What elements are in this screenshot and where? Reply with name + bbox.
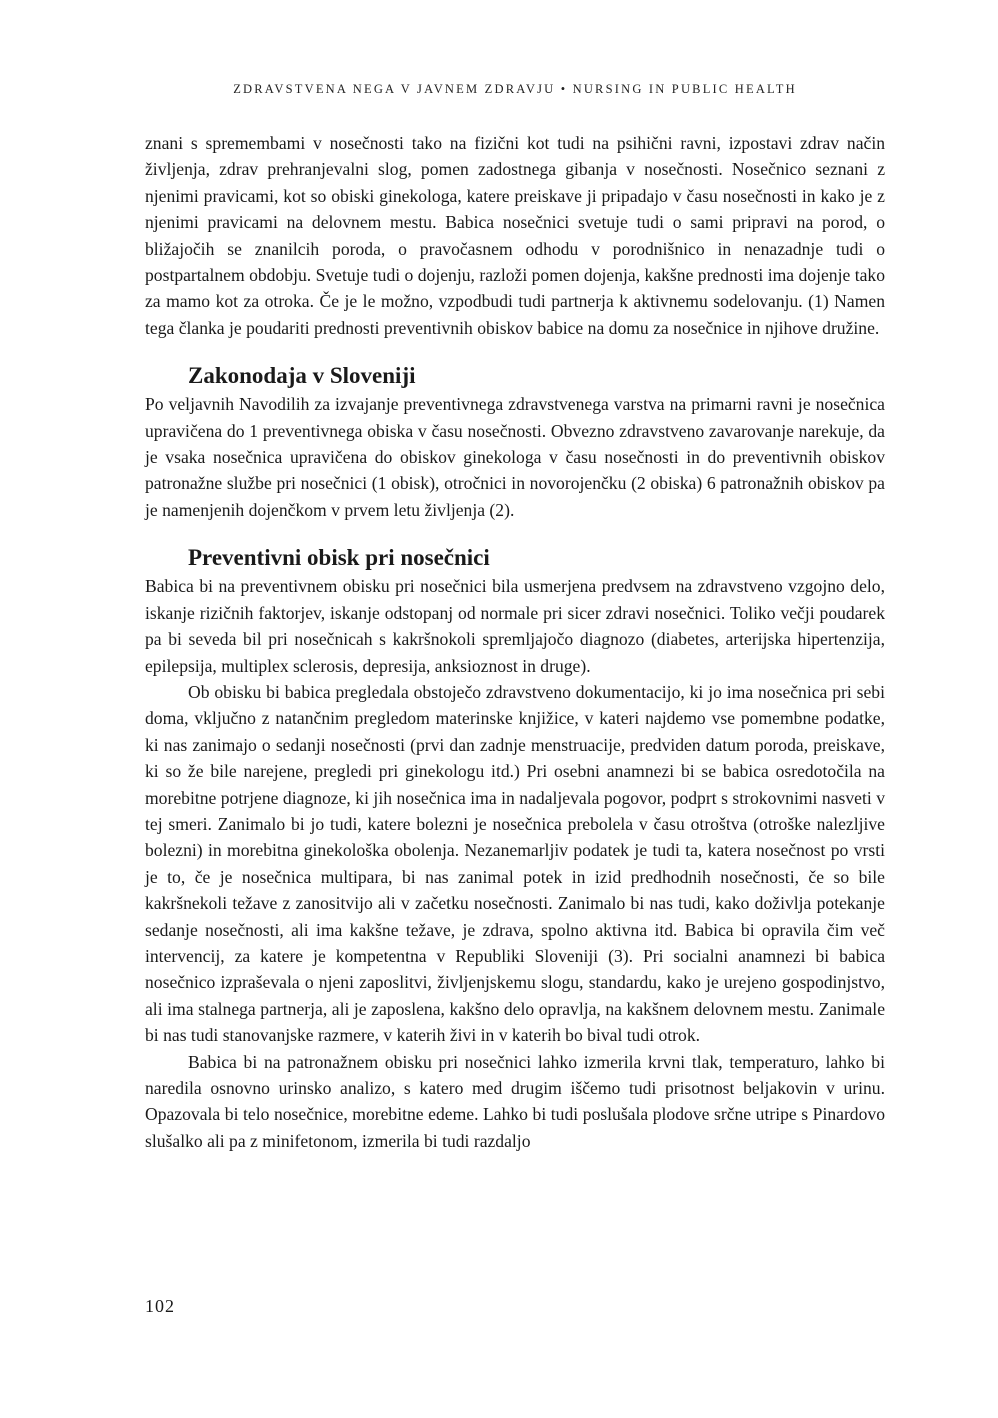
section-heading-preventive-visit: Preventivni obisk pri nosečnici	[188, 545, 490, 571]
section-heading-legislation: Zakonodaja v Sloveniji	[188, 363, 416, 389]
preventive-visit-paragraph-1: Babica bi na preventivnem obisku pri nosečnici bila usmerjena predvsem na zdravstveno vzgojno delo, iskanje rizičnih faktorjev, iskanje odstopanj od normale pri sicer zdravi nosečnici. Toliko večji poudarek pa bi seveda bil pri nosečnicah s kakršnokoli spremljajočo diagnozo (diabetes, arterijska hipertenzija, epilepsija, multiplex sclerosis, depresija, anksioznost in druge).	[145, 576, 885, 676]
running-header: ZDRAVSTVENA NEGA V JAVNEM ZDRAVJU • NURSING IN PUBLIC HEALTH	[233, 82, 797, 96]
legislation-paragraph: Po veljavnih Navodilih za izvajanje preventivnega zdravstvenega varstva na primarni ravni je nosečnica upravičena do 1 preventivnega obiska v času nosečnosti. Obvezno zdravstveno zavarovanje narekuje, da je vsaka nosečnica upravičena do obiskov ginekologa v času nosečnosti in do preventivnih obiskov patronažne službe pri nosečnici (1 obisk), otročnici in novorojenčku (2 obiska) 6 patronažnih obiskov pa je namenjenih dojenčkom v prvem letu življenja (2).	[145, 394, 885, 520]
preventive-visit-paragraph-2: Ob obisku bi babica pregledala obstoječo zdravstveno dokumentacijo, ki jo ima nosečnica pri sebi doma, vključno z natančnim pregledom materinske knjižice, v kateri najdemo vse pomembne podatke, ki nas zanimajo o sedanji nosečnosti (prvi dan zadnje menstruacije, predviden datum poroda, preiskave, ki so že bile narejene, pregledi pri ginekologu itd.) Pri osebni anamnezi bi se babica osredotočila na morebitne potrjene diagnoze, ki jih nosečnica ima in nadaljevala pogovor, podprt s strokovnimi nasveti v tej smeri. Zanimalo bi jo tudi, katere bolezni je nosečnica prebolela v času otroštva (otroške nalezljive bolezni) in morebitna ginekološka obolenja. Nezanemarljiv podatek je tudi ta, katera nosečnost po vrsti je to, če je nosečnica multipara, bi nas zanimal potek in izid predhodnih nosečnosti, če so bile kakršnekoli težave z zanositvijo ali v začetku nosečnosti. Zanimalo bi nas tudi, kako doživlja potekanje sedanje nosečnosti, ali ima kakšne težave, je zdrava, spolno aktivna itd. Babica bi opravila čim več intervencij, za katere je kompetentna v Republiki Sloveniji (3). Pri socialni anamnezi bi babica nosečnico izpraševala o njeni zaposlitvi, življenjskemu slogu, standardu, kako je urejeno gospodinjstvo, ali ima stalnega partnerja, ali je zaposlena, kakšno delo opravlja, na kakšnem delovnem mestu. Zanimale bi nas tudi stanovanjske razmere, v katerih živi in v katerih bo bival tudi otrok.	[145, 681, 885, 1046]
page-number: 102	[145, 1296, 175, 1316]
article-body	[145, 130, 885, 1154]
intro-paragraph: znani s spremembami v nosečnosti tako na fizični kot tudi na psihični ravni, izpostavi zdrav način življenja, zdrav prehranjevalni slog, pomen zadostnega gibanja v nosečnosti. Nosečnico seznani z njenimi pravicami, kot so obiski ginekologa, katere preiskave ji pripadajo v času nosečnosti in kako je z njenimi pravicami na delovnem mestu. Babica nosečnici svetuje tudi o sami pripravi na porod, o bližajočih se znanilcih poroda, o pravočasnem odhodu v porodnišnico in nenazadnje tudi o postpartalnem obdobju. Svetuje tudi o dojenju, razloži pomen dojenja, kakšne prednosti ima dojenje tako za mamo kot za otroka. Če je le možno, vzpodbudi tudi partnerja k aktivnemu sodelovanju. (1) Namen tega članka je poudariti prednosti preventivnih obiskov babice na domu za nosečnice in njihove družine.	[145, 133, 885, 338]
preventive-visit-paragraph-3: Babica bi na patronažnem obisku pri nosečnici lahko izmerila krvni tlak, temperaturo, lahko bi naredila osnovno urinsko analizo, s katero med drugim iščemo tudi prisotnost beljakovin v urinu. Opazovala bi telo nosečnice, morebitne edeme. Lahko bi tudi poslušala plodove srčne utripe s Pinardovo slušalko ali pa z minifetonom, izmerila bi tudi razdaljo	[145, 1051, 885, 1151]
